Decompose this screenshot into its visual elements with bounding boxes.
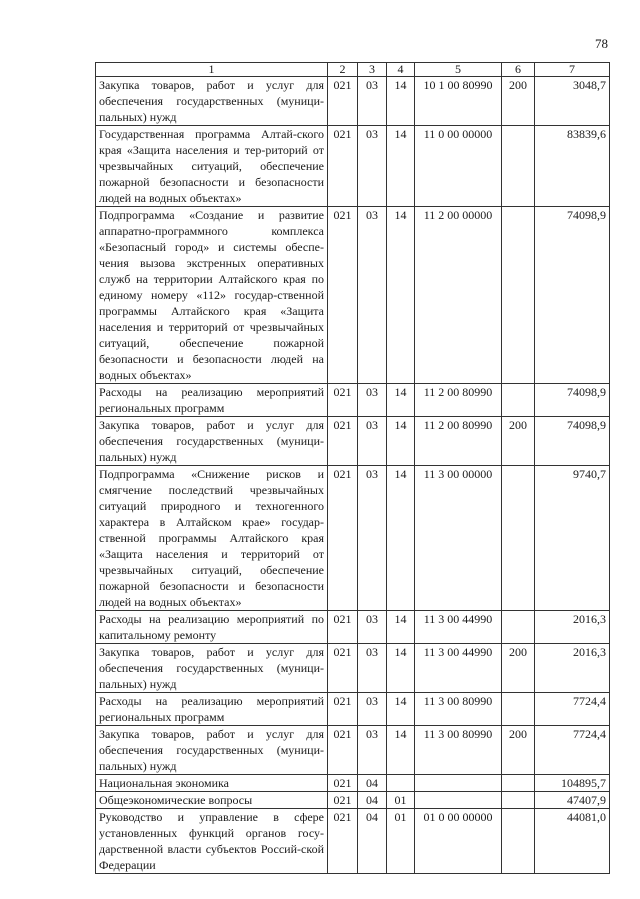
item-name: Подпрограмма «Снижение рисков и смягчение последствий чрезвычайных ситуаций природного и техногенного характера в Алтайском крае» государ-ственной программы Алтайского края «Защита населения и территорий от чрезвычайных ситуаций, обеспечение пожарной безопасности и безопасности людей на водных объектах» bbox=[96, 466, 328, 611]
ministry-code: 021 bbox=[328, 126, 358, 207]
target-article-code: 11 0 00 00000 bbox=[415, 126, 502, 207]
subsection-code: 14 bbox=[387, 726, 415, 775]
header-cell-3: 3 bbox=[358, 63, 387, 77]
table-row bbox=[96, 792, 610, 809]
subsection-code: 01 bbox=[387, 792, 415, 809]
ministry-code: 021 bbox=[328, 726, 358, 775]
expense-type-code bbox=[502, 466, 535, 611]
table-row bbox=[96, 644, 610, 693]
item-name: Национальная экономика bbox=[96, 775, 328, 792]
target-article-code: 11 3 00 44990 bbox=[415, 611, 502, 644]
item-name: Расходы на реализацию мероприятий региональных программ bbox=[96, 384, 328, 417]
expense-type-code: 200 bbox=[502, 417, 535, 466]
item-name: Расходы на реализацию мероприятий по капитальному ремонту bbox=[96, 611, 328, 644]
ministry-code: 021 bbox=[328, 384, 358, 417]
item-name: Подпрограмма «Создание и развитие аппаратно-программного комплекса «Безопасный город» и системы обеспе-чения вызова экстренных оперативных служб на территории Алтайского края по единому номеру «112» государ-ственной программы Алтайского края «Защита населения и территорий от чрезвычайных ситуаций, обеспечение пожарной безопасности и безопасности людей на водных объектах» bbox=[96, 207, 328, 384]
section-code: 03 bbox=[358, 693, 387, 726]
amount: 7724,4 bbox=[535, 726, 610, 775]
target-article-code: 11 3 00 80990 bbox=[415, 693, 502, 726]
ministry-code: 021 bbox=[328, 693, 358, 726]
ministry-code: 021 bbox=[328, 417, 358, 466]
table-row bbox=[96, 809, 610, 874]
amount: 2016,3 bbox=[535, 611, 610, 644]
subsection-code bbox=[387, 775, 415, 792]
target-article-code bbox=[415, 792, 502, 809]
section-code: 03 bbox=[358, 77, 387, 126]
amount: 3048,7 bbox=[535, 77, 610, 126]
target-article-code bbox=[415, 775, 502, 792]
ministry-code: 021 bbox=[328, 809, 358, 874]
target-article-code: 11 2 00 00000 bbox=[415, 207, 502, 384]
subsection-code: 14 bbox=[387, 417, 415, 466]
item-name: Закупка товаров, работ и услуг для обеспечения государственных (муници-пальных) нужд bbox=[96, 644, 328, 693]
ministry-code: 021 bbox=[328, 792, 358, 809]
table-body bbox=[96, 77, 610, 874]
budget-table bbox=[95, 62, 610, 874]
ministry-code: 021 bbox=[328, 611, 358, 644]
table-row bbox=[96, 726, 610, 775]
section-code: 03 bbox=[358, 726, 387, 775]
table-row bbox=[96, 126, 610, 207]
table-row bbox=[96, 611, 610, 644]
subsection-code: 14 bbox=[387, 126, 415, 207]
header-cell-5: 5 bbox=[415, 63, 502, 77]
subsection-code: 14 bbox=[387, 466, 415, 611]
ministry-code: 021 bbox=[328, 775, 358, 792]
expense-type-code bbox=[502, 775, 535, 792]
ministry-code: 021 bbox=[328, 466, 358, 611]
target-article-code: 11 3 00 44990 bbox=[415, 644, 502, 693]
page-number: 78 bbox=[595, 36, 608, 51]
amount: 74098,9 bbox=[535, 207, 610, 384]
header-cell-4: 4 bbox=[387, 63, 415, 77]
amount: 9740,7 bbox=[535, 466, 610, 611]
header-cell-7: 7 bbox=[535, 63, 610, 77]
subsection-code: 01 bbox=[387, 809, 415, 874]
expense-type-code: 200 bbox=[502, 644, 535, 693]
subsection-code: 14 bbox=[387, 611, 415, 644]
target-article-code: 01 0 00 00000 bbox=[415, 809, 502, 874]
target-article-code: 11 2 00 80990 bbox=[415, 417, 502, 466]
target-article-code: 11 3 00 80990 bbox=[415, 726, 502, 775]
expense-type-code bbox=[502, 809, 535, 874]
table-row bbox=[96, 207, 610, 384]
expense-type-code: 200 bbox=[502, 77, 535, 126]
header-cell-6: 6 bbox=[502, 63, 535, 77]
target-article-code: 11 2 00 80990 bbox=[415, 384, 502, 417]
item-name: Государственная программа Алтай-ского края «Защита населения и тер-риторий от чрезвычайных ситуаций, обеспечение пожарной безопасности и безопасности людей на водных объектах» bbox=[96, 126, 328, 207]
target-article-code: 11 3 00 00000 bbox=[415, 466, 502, 611]
table-row bbox=[96, 775, 610, 792]
item-name: Общеэкономические вопросы bbox=[96, 792, 328, 809]
amount: 104895,7 bbox=[535, 775, 610, 792]
subsection-code: 14 bbox=[387, 644, 415, 693]
section-code: 03 bbox=[358, 207, 387, 384]
item-name: Закупка товаров, работ и услуг для обеспечения государственных (муници-пальных) нужд bbox=[96, 77, 328, 126]
amount: 47407,9 bbox=[535, 792, 610, 809]
section-code: 04 bbox=[358, 775, 387, 792]
table-row bbox=[96, 77, 610, 126]
expense-type-code bbox=[502, 611, 535, 644]
section-code: 03 bbox=[358, 611, 387, 644]
subsection-code: 14 bbox=[387, 77, 415, 126]
section-code: 03 bbox=[358, 417, 387, 466]
ministry-code: 021 bbox=[328, 207, 358, 384]
section-code: 03 bbox=[358, 126, 387, 207]
item-name: Руководство и управление в сфере установленных функций органов госу-дарственной власти субъектов Россий-ской Федерации bbox=[96, 809, 328, 874]
table-row bbox=[96, 384, 610, 417]
table-row bbox=[96, 466, 610, 611]
ministry-code: 021 bbox=[328, 77, 358, 126]
amount: 74098,9 bbox=[535, 384, 610, 417]
expense-type-code bbox=[502, 207, 535, 384]
expense-type-code bbox=[502, 126, 535, 207]
subsection-code: 14 bbox=[387, 207, 415, 384]
header-cell-1: 1 bbox=[96, 63, 328, 77]
item-name: Закупка товаров, работ и услуг для обеспечения государственных (муници-пальных) нужд bbox=[96, 417, 328, 466]
expense-type-code bbox=[502, 384, 535, 417]
header-row bbox=[96, 63, 610, 77]
section-code: 03 bbox=[358, 644, 387, 693]
item-name: Расходы на реализацию мероприятий региональных программ bbox=[96, 693, 328, 726]
target-article-code: 10 1 00 80990 bbox=[415, 77, 502, 126]
expense-type-code: 200 bbox=[502, 726, 535, 775]
section-code: 03 bbox=[358, 466, 387, 611]
amount: 83839,6 bbox=[535, 126, 610, 207]
table-row bbox=[96, 417, 610, 466]
section-code: 04 bbox=[358, 792, 387, 809]
header-cell-2: 2 bbox=[328, 63, 358, 77]
amount: 7724,4 bbox=[535, 693, 610, 726]
subsection-code: 14 bbox=[387, 693, 415, 726]
expense-type-code bbox=[502, 792, 535, 809]
subsection-code: 14 bbox=[387, 384, 415, 417]
amount: 74098,9 bbox=[535, 417, 610, 466]
expense-type-code bbox=[502, 693, 535, 726]
ministry-code: 021 bbox=[328, 644, 358, 693]
section-code: 03 bbox=[358, 384, 387, 417]
amount: 44081,0 bbox=[535, 809, 610, 874]
item-name: Закупка товаров, работ и услуг для обеспечения государственных (муници-пальных) нужд bbox=[96, 726, 328, 775]
section-code: 04 bbox=[358, 809, 387, 874]
table-row bbox=[96, 693, 610, 726]
amount: 2016,3 bbox=[535, 644, 610, 693]
